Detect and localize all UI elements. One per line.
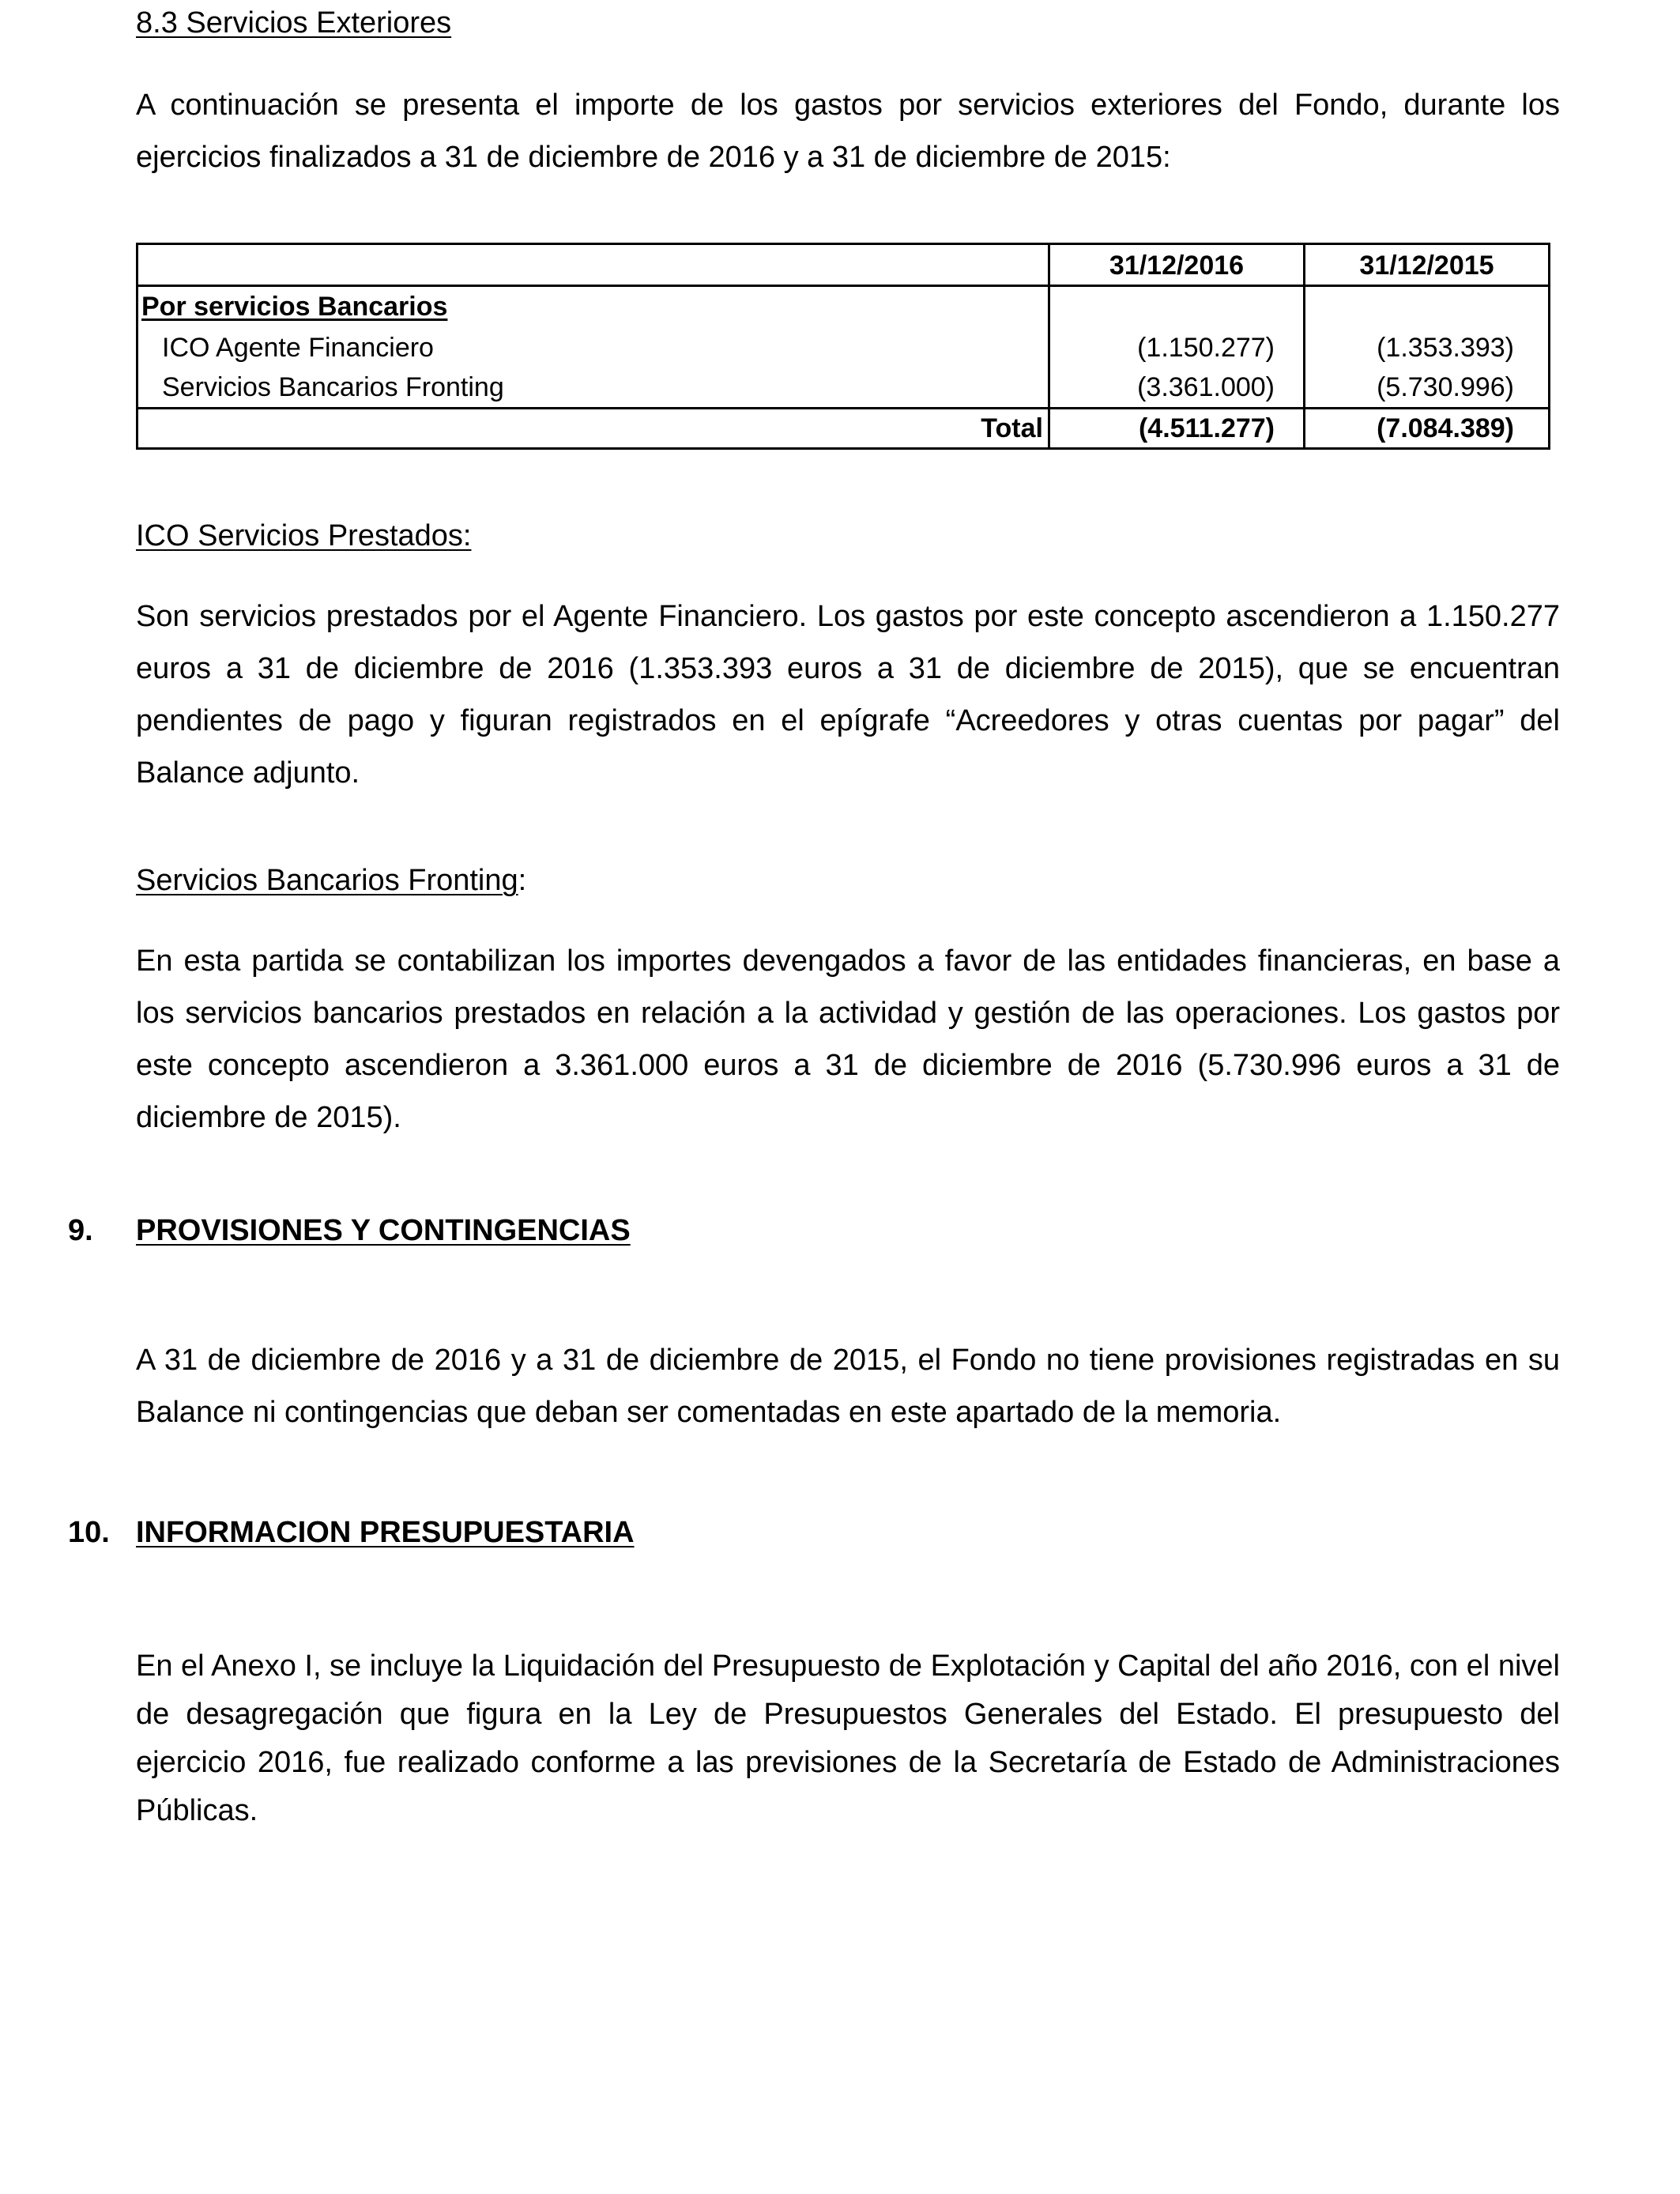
section-10-text: En el Anexo I, se incluye la Liquidación del Presupuesto de Explotación y Capital del año 2016, con el nivel de desagregación que figura en la Ley de Presupuestos Generales del Estado. El presupuesto del ejercicio 2016, fue realizado conforme a las previsiones de la Secretaría de Estado de Administraciones Públicas. bbox=[136, 1649, 1560, 1827]
section-10-number: 10. bbox=[68, 1516, 110, 1549]
table-cell-value: (1.150.277) bbox=[1137, 333, 1275, 363]
ico-servicios-heading: ICO Servicios Prestados: bbox=[136, 519, 472, 552]
table-total-value: (4.511.277) bbox=[1138, 413, 1275, 443]
column-header-2015: 31/12/2015 bbox=[1359, 251, 1494, 281]
column-header-2016: 31/12/2016 bbox=[1109, 251, 1245, 281]
fronting-heading-colon: : bbox=[518, 864, 527, 897]
section-9-number: 9. bbox=[68, 1214, 93, 1247]
section-8-3-heading: 8.3 Servicios Exteriores bbox=[136, 6, 452, 40]
table-group-label: Por servicios Bancarios bbox=[141, 292, 448, 322]
fronting-text: En esta partida se contabilizan los importes devengados a favor de las entidades financieras, en base a los servicios bancarios prestados en relación a la actividad y gestión de las operaciones. Los gastos por este concepto ascendieron a 3.361.000 euros a 31 de diciembre de 2016 (5.730.996 euros a 31 de diciembre de 2015). bbox=[136, 944, 1560, 1134]
table-total-value: (7.084.389) bbox=[1377, 413, 1514, 443]
fronting-heading: Servicios Bancarios Fronting bbox=[136, 864, 518, 897]
table-cell-value: (3.361.000) bbox=[1137, 372, 1275, 402]
section-8-3-intro: A continuación se presenta el importe de los gastos por servicios exteriores del Fondo, durante los ejercicios finalizados a 31 de diciembre de 2016 y a 31 de diciembre de 2015: bbox=[136, 89, 1560, 174]
servicios-exteriores-table bbox=[136, 243, 1550, 450]
ico-servicios-text: Son servicios prestados por el Agente Financiero. Los gastos por este concepto ascendieron a 1.150.277 euros a 31 de diciembre de 2016 (1.353.393 euros a 31 de diciembre de 2015), que se encuentran pendientes de pago y figuran registrados en el epígrafe “Acreedores y otras cuentas por pagar” del Balance adjunto. bbox=[136, 600, 1560, 790]
table-cell-value: (1.353.393) bbox=[1377, 333, 1514, 363]
table-row-label: Servicios Bancarios Fronting bbox=[162, 372, 504, 402]
table-total-label: Total bbox=[981, 413, 1043, 443]
section-9-text: A 31 de diciembre de 2016 y a 31 de diciembre de 2015, el Fondo no tiene provisiones registradas en su Balance ni contingencias que deban ser comentadas en este apartado de la memoria. bbox=[136, 1344, 1560, 1429]
fronting-heading-line bbox=[136, 864, 526, 898]
table-cell-value: (5.730.996) bbox=[1377, 372, 1514, 402]
section-9-title: PROVISIONES Y CONTINGENCIAS bbox=[136, 1214, 631, 1247]
section-10-title: INFORMACION PRESUPUESTARIA bbox=[136, 1516, 635, 1549]
table-row-label: ICO Agente Financiero bbox=[162, 333, 434, 363]
